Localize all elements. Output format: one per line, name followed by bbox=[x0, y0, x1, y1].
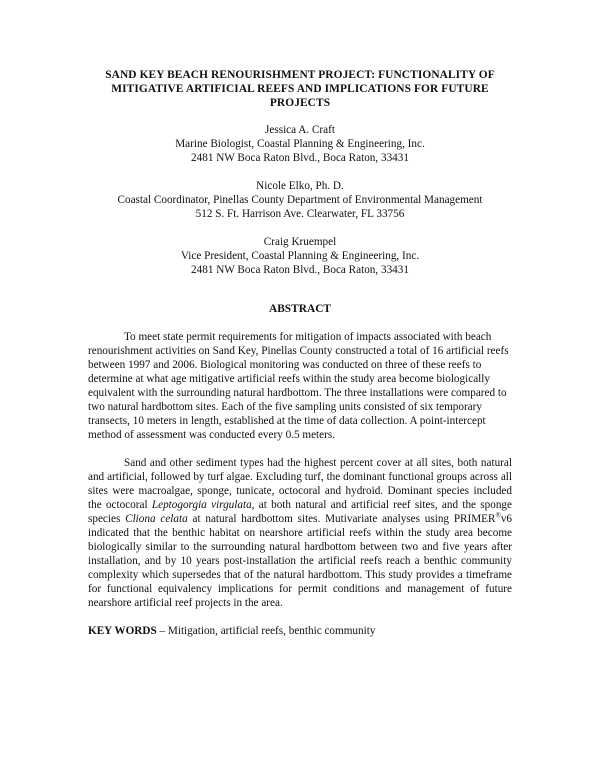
abstract-paragraph-1: To meet state permit requirements for mitigation of impacts associated with beach renourishment activities on Sand Key, Pinellas County constructed a total of 16 artificial reefs between 1997 and 2006. Biological monitoring was conducted on three of these reefs to determine at what age mitigative artificial reefs within the study area become biologically equivalent with the surrounding natural hardbottom. The three installations were compared to two natural hardbottom sites. Each of the five sampling units consisted of six temporary transects, 10 meters in length, established at the time of data collection. A point-intercept method of assessment was conducted every 0.5 meters. bbox=[88, 331, 509, 441]
author-address: 512 S. Ft. Harrison Ave. Clearwater, FL 33756 bbox=[195, 208, 405, 220]
author-block bbox=[88, 179, 512, 221]
keywords-text: – Mitigation, artificial reefs, benthic community bbox=[156, 625, 376, 637]
abstract-heading: ABSTRACT bbox=[268, 303, 332, 315]
author-position: Vice President, Coastal Planning & Engineering, Inc. bbox=[180, 250, 420, 262]
author-position: Marine Biologist, Coastal Planning & Engineering, Inc. bbox=[175, 138, 425, 150]
registered-mark: ® bbox=[495, 511, 501, 520]
author-block bbox=[88, 123, 512, 165]
species-name: Leptogorgia virgulata bbox=[151, 499, 252, 511]
paragraph-text: Sand and other sediment types had the highest percent cover at all sites, both natural and artificial, followed by turf algae. Excluding turf, the dominant functional groups across all sites were macroalgae, sponge, tunicate, octocoral and hydroid. Dominant species included the octocoral bbox=[88, 457, 512, 511]
author-address: 2481 NW Boca Raton Blvd., Boca Raton, 33431 bbox=[191, 264, 409, 276]
author-address: 2481 NW Boca Raton Blvd., Boca Raton, 33431 bbox=[191, 152, 409, 164]
paper-title: SAND KEY BEACH RENOURISHMENT PROJECT: FUNCTIONALITY OF MITIGATIVE ARTIFICIAL REEFS AND IMPLICATIONS FOR FUTURE PROJECTS bbox=[105, 69, 495, 109]
keywords-line bbox=[88, 624, 512, 638]
paragraph-text: at natural hardbottom sites. Mutivariate analyses using PRIMER bbox=[187, 513, 496, 525]
author-position: Coastal Coordinator, Pinellas County Department of Environmental Management bbox=[117, 194, 483, 206]
author-name: Craig Kruempel bbox=[263, 236, 337, 248]
author-name: Nicole Elko, Ph. D. bbox=[256, 180, 344, 192]
paragraph-text: v6 indicated that the benthic habitat on nearshore artificial reefs within the study area become biologically similar to the surrounding natural hardbottom between two and five years after installation, and by 10 years post-installation the artificial reefs reach a benthic community complexity which supersedes that of the natural hardbottom. This study provides a timeframe for functional equivalency implications for permit conditions and management of future nearshore artificial reef projects in the area. bbox=[88, 513, 512, 609]
species-name: Cliona celata bbox=[125, 513, 188, 525]
author-name: Jessica A. Craft bbox=[265, 124, 335, 136]
abstract-paragraph-2 bbox=[88, 456, 512, 610]
paragraph-text: , at both natural and artificial reef sites, and the sponge species bbox=[88, 499, 512, 525]
author-block bbox=[88, 235, 512, 277]
keywords-label: KEY WORDS bbox=[88, 625, 157, 637]
